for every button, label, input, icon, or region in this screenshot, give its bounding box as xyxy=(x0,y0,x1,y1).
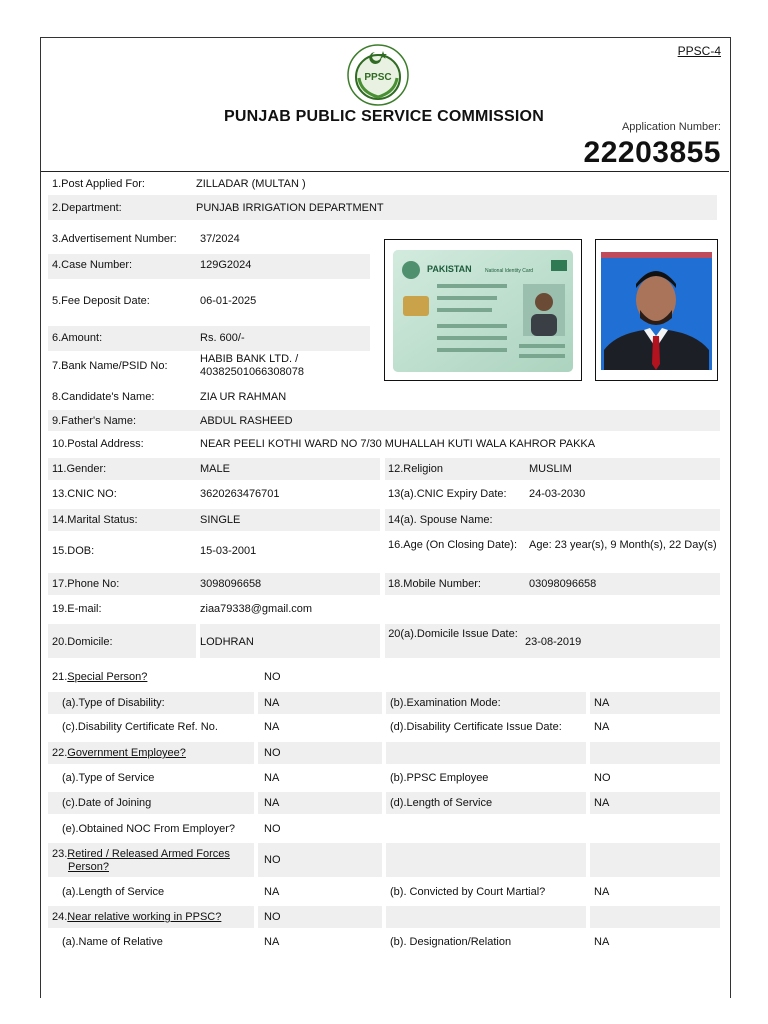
relative-value: NO xyxy=(264,911,281,923)
retired-label-cont: Person? xyxy=(68,861,109,873)
candidate-photo-frame xyxy=(595,239,718,381)
ppsc-logo xyxy=(347,44,409,106)
disability-type-value: NA xyxy=(264,697,280,709)
candidate-name-label: 8.Candidate's Name: xyxy=(52,391,155,403)
cnic-label: 13.CNIC NO: xyxy=(52,488,117,500)
special-person-value: NO xyxy=(264,671,281,683)
cnic-card-image xyxy=(385,240,581,380)
cnic-expiry-label: 13(a).CNIC Expiry Date: xyxy=(388,488,507,500)
email-value: ziaa79338@gmail.com xyxy=(200,603,313,615)
department-label: 2.Department: xyxy=(52,202,122,214)
case-label: 4.Case Number: xyxy=(52,259,133,271)
religion-value: MUSLIM xyxy=(529,463,572,475)
cnic-country: PAKISTAN xyxy=(427,264,472,274)
fee-date-value: 06-01-2025 xyxy=(200,295,257,307)
marital-value: SINGLE xyxy=(200,514,241,526)
candidate-name-value: ZIA UR RAHMAN xyxy=(200,391,287,403)
disability-cert-ref-label: (c).Disability Certificate Ref. No. xyxy=(62,721,218,733)
logo-text: PPSC xyxy=(364,72,392,83)
dob-value: 15-03-2001 xyxy=(200,545,257,557)
row-shade xyxy=(590,792,720,814)
address-label: 10.Postal Address: xyxy=(52,438,144,450)
service-length-label: (d).Length of Service xyxy=(390,797,493,809)
age-label: 16.Age (On Closing Date): xyxy=(388,539,518,551)
address-value: NEAR PEELI KOTHI WARD NO 7/30 MUHALLAH KUTI WALA KAHROR PAKKA xyxy=(200,438,596,450)
row-shade xyxy=(48,410,720,431)
retired-value: NO xyxy=(264,854,281,866)
father-name-label: 9.Father's Name: xyxy=(52,415,137,427)
service-type-value: NA xyxy=(264,772,280,784)
govt-employee-value: NO xyxy=(264,747,281,759)
psid-value: 40382501066308078 xyxy=(200,366,305,378)
row-shade xyxy=(386,742,586,764)
exam-mode-label: (b).Examination Mode: xyxy=(390,697,501,709)
marital-label: 14.Marital Status: xyxy=(52,514,138,526)
advertisement-label: 3.Advertisement Number: xyxy=(52,233,177,245)
retired-label: 23.Retired / Released Armed Forces xyxy=(52,848,230,860)
joining-date-label: (c).Date of Joining xyxy=(62,797,152,809)
disability-cert-ref-value: NA xyxy=(264,721,280,733)
age-value: Age: 23 year(s), 9 Month(s), 22 Day(s) xyxy=(529,539,717,551)
domicile-issue-value: 23-08-2019 xyxy=(525,636,582,648)
court-martial-value: NA xyxy=(594,886,610,898)
row-shade xyxy=(386,843,586,877)
retired-service-length-value: NA xyxy=(264,886,280,898)
disability-type-label: (a).Type of Disability: xyxy=(62,697,165,709)
special-person-label: 21.Special Person? xyxy=(52,671,148,683)
ppsc-employee-value: NO xyxy=(594,772,611,784)
exam-mode-value: NA xyxy=(594,697,610,709)
cnic-image-frame xyxy=(384,239,582,381)
advertisement-value: 37/2024 xyxy=(200,233,240,245)
relative-label: 24.Near relative working in PPSC? xyxy=(52,911,222,923)
mobile-label: 18.Mobile Number: xyxy=(388,578,481,590)
disability-cert-date-label: (d).Disability Certificate Issue Date: xyxy=(390,721,562,733)
case-value: 129G2024 xyxy=(200,259,252,271)
relative-designation-value: NA xyxy=(594,936,610,948)
application-number: 22203855 xyxy=(583,136,721,169)
domicile-label: 20.Domicile: xyxy=(52,636,113,648)
cnic-value: 3620263476701 xyxy=(200,488,280,500)
amount-label: 6.Amount: xyxy=(52,332,103,344)
service-length-value: NA xyxy=(594,797,610,809)
row-shade xyxy=(590,742,720,764)
domicile-value: LODHRAN xyxy=(200,636,254,648)
gender-label: 11.Gender: xyxy=(52,463,107,475)
post-value: ZILLADAR (MULTAN ) xyxy=(196,178,306,190)
post-label: 1.Post Applied For: xyxy=(52,178,145,190)
header-divider xyxy=(41,171,729,172)
noc-value: NO xyxy=(264,823,281,835)
service-type-label: (a).Type of Service xyxy=(62,772,155,784)
spouse-label: 14(a). Spouse Name: xyxy=(388,514,493,526)
row-shade xyxy=(590,692,720,714)
bank-label: 7.Bank Name/PSID No: xyxy=(52,360,168,372)
candidate-photo xyxy=(596,240,717,380)
cnic-card-type: National Identity Card xyxy=(485,268,534,274)
ppsc-employee-label: (b).PPSC Employee xyxy=(390,772,489,784)
disability-cert-date-value: NA xyxy=(594,721,610,733)
phone-value: 3098096658 xyxy=(200,578,262,590)
bank-value: HABIB BANK LTD. / xyxy=(200,353,299,365)
relative-designation-label: (b). Designation/Relation xyxy=(390,936,512,948)
amount-value: Rs. 600/- xyxy=(200,332,245,344)
fee-date-label: 5.Fee Deposit Date: xyxy=(52,295,150,307)
email-label: 19.E-mail: xyxy=(52,603,102,615)
noc-label: (e).Obtained NOC From Employer? xyxy=(62,823,235,835)
row-shade xyxy=(590,843,720,877)
row-shade xyxy=(590,906,720,928)
joining-date-value: NA xyxy=(264,797,280,809)
dob-label: 15.DOB: xyxy=(52,545,95,557)
gender-value: MALE xyxy=(200,463,230,475)
domicile-issue-label: 20(a).Domicile Issue Date: xyxy=(388,628,518,640)
religion-label: 12.Religion xyxy=(388,463,444,475)
relative-name-value: NA xyxy=(264,936,280,948)
court-martial-label: (b). Convicted by Court Martial? xyxy=(390,886,546,898)
cnic-expiry-value: 24-03-2030 xyxy=(529,488,586,500)
form-code: PPSC-4 xyxy=(677,44,721,58)
page-title: PUNJAB PUBLIC SERVICE COMMISSION xyxy=(224,108,544,125)
phone-label: 17.Phone No: xyxy=(52,578,120,590)
row-shade xyxy=(386,906,586,928)
application-number-label: Application Number: xyxy=(621,121,721,133)
retired-service-length-label: (a).Length of Service xyxy=(62,886,165,898)
mobile-value: 03098096658 xyxy=(529,578,597,590)
department-value: PUNJAB IRRIGATION DEPARTMENT xyxy=(196,202,384,214)
father-name-value: ABDUL RASHEED xyxy=(200,415,293,427)
relative-name-label: (a).Name of Relative xyxy=(62,936,163,948)
govt-employee-label: 22.Government Employee? xyxy=(52,747,186,759)
